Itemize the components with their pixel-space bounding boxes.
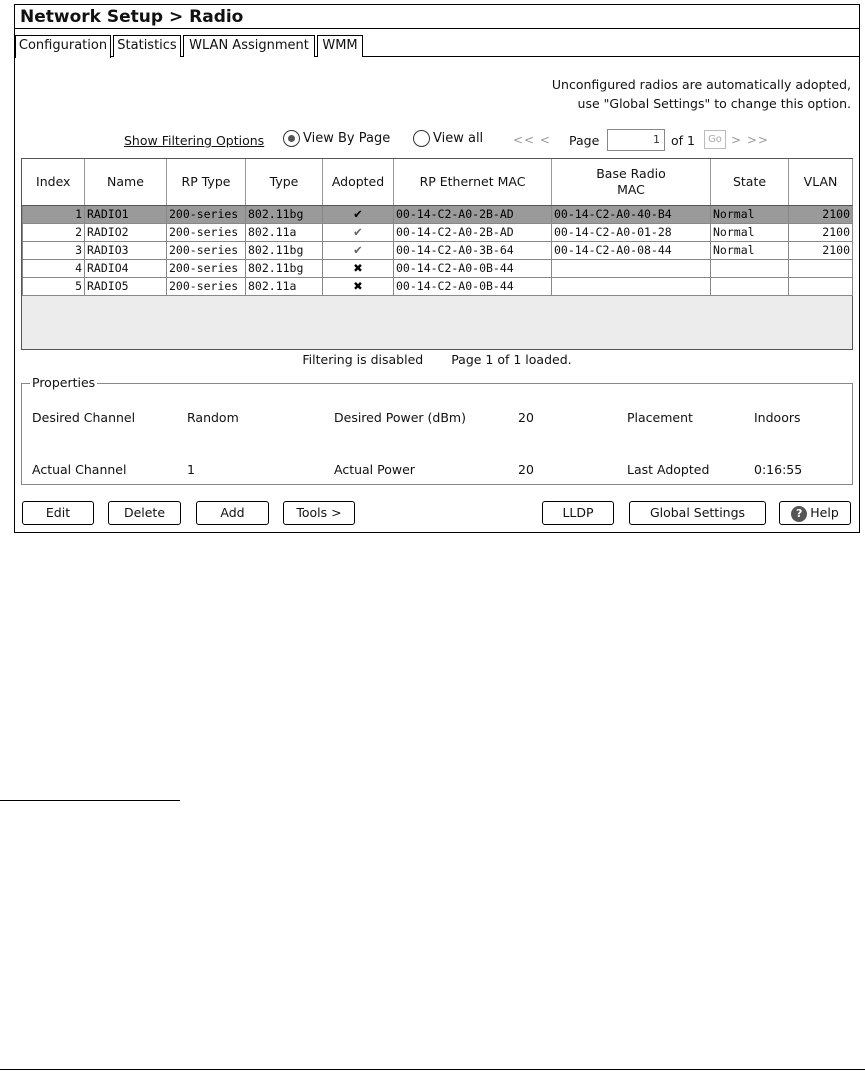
cell-vlan: 2100 [789, 241, 853, 259]
cell-rp-mac: 00-14-C2-A0-0B-44 [394, 277, 552, 295]
help-question-icon: ? [791, 506, 807, 522]
cell-state: Normal [711, 205, 789, 223]
prev-page-arrows[interactable]: << < [513, 133, 551, 147]
help-button[interactable] [779, 501, 851, 525]
column-header-name[interactable]: Name [85, 159, 167, 205]
tab-bar [15, 35, 859, 57]
cell-vlan [789, 259, 853, 277]
table-row[interactable] [23, 259, 853, 277]
help-button-label: Help [810, 505, 839, 520]
view-all-radio[interactable] [413, 130, 483, 147]
cell-state: Normal [711, 241, 789, 259]
properties-panel [21, 375, 853, 485]
cell-rp-type: 200-series [167, 259, 246, 277]
cell-base-mac [552, 259, 711, 277]
cell-state [711, 277, 789, 295]
cell-type: 802.11a [246, 277, 323, 295]
desired-channel-label: Desired Channel [32, 410, 136, 425]
table-row[interactable] [23, 277, 853, 295]
table-header-row [23, 159, 853, 205]
cell-name: RADIO3 [85, 241, 167, 259]
actual-power-value: 20 [518, 462, 534, 477]
placement-label: Placement [627, 410, 693, 425]
properties-legend: Properties [32, 375, 96, 390]
checkmark-icon: ✔ [323, 223, 394, 241]
cell-vlan: 2100 [789, 223, 853, 241]
cell-type: 802.11bg [246, 241, 323, 259]
edit-button[interactable]: Edit [22, 501, 94, 525]
cell-name: RADIO2 [85, 223, 167, 241]
table-row[interactable] [23, 241, 853, 259]
cell-name: RADIO1 [85, 205, 167, 223]
cell-vlan: 2100 [789, 205, 853, 223]
cell-rp-type: 200-series [167, 277, 246, 295]
cell-state: Normal [711, 223, 789, 241]
tab-wmm[interactable]: WMM [317, 35, 363, 57]
placement-value: Indoors [754, 410, 801, 425]
cell-index: 2 [23, 223, 85, 241]
cell-rp-mac: 00-14-C2-A0-2B-AD [394, 223, 552, 241]
column-header-state[interactable]: State [711, 159, 789, 205]
cell-rp-mac: 00-14-C2-A0-0B-44 [394, 259, 552, 277]
cell-type: 802.11bg [246, 205, 323, 223]
last-adopted-value: 0:16:55 [754, 462, 803, 477]
cell-base-mac: 00-14-C2-A0-01-28 [552, 223, 711, 241]
cell-index: 1 [23, 205, 85, 223]
cell-base-mac: 00-14-C2-A0-08-44 [552, 241, 711, 259]
notice-line-1: Unconfigured radios are automatically adopted, [551, 77, 851, 92]
tab-configuration[interactable]: Configuration [15, 35, 111, 58]
cross-icon: ✖ [323, 259, 394, 277]
cell-type: 802.11bg [246, 259, 323, 277]
filter-bar [21, 125, 853, 157]
column-header-rp-type[interactable]: RP Type [167, 159, 246, 205]
lldp-button[interactable]: LLDP [542, 501, 614, 525]
adoption-notice [552, 75, 851, 113]
notice-line-2: use "Global Settings" to change this option. [577, 96, 851, 111]
radio-table [21, 158, 853, 350]
actual-channel-value: 1 [187, 462, 195, 477]
cell-base-mac [552, 277, 711, 295]
cell-rp-type: 200-series [167, 223, 246, 241]
show-filtering-options-link[interactable]: Show Filtering Options [124, 133, 265, 148]
radio-selected-icon [283, 130, 300, 147]
delete-button[interactable]: Delete [108, 501, 181, 525]
cross-icon: ✖ [323, 277, 394, 295]
table-row[interactable] [23, 205, 853, 223]
column-header-rp-ethernet-mac[interactable]: RP Ethernet MAC [394, 159, 552, 205]
cell-rp-type: 200-series [167, 241, 246, 259]
radio-unselected-icon [413, 130, 430, 147]
checkmark-icon: ✔ [323, 241, 394, 259]
cell-state [711, 259, 789, 277]
cell-vlan [789, 277, 853, 295]
cell-type: 802.11a [246, 223, 323, 241]
tools-button[interactable]: Tools > [283, 501, 355, 525]
desired-power-value: 20 [518, 410, 534, 425]
column-header-vlan[interactable]: VLAN [789, 159, 853, 205]
table-status [21, 350, 853, 370]
checkmark-icon: ✔ [323, 205, 394, 223]
cell-index: 3 [23, 241, 85, 259]
radio-config-window [14, 4, 860, 533]
table-row[interactable] [23, 223, 853, 241]
add-button[interactable]: Add [196, 501, 269, 525]
go-button[interactable]: Go [704, 130, 726, 149]
cell-rp-mac: 00-14-C2-A0-2B-AD [394, 205, 552, 223]
cell-index: 5 [23, 277, 85, 295]
page-count-label: of 1 [671, 133, 695, 148]
page-number-input[interactable]: 1 [607, 129, 665, 151]
cell-rp-type: 200-series [167, 205, 246, 223]
cell-name: RADIO5 [85, 277, 167, 295]
view-by-page-radio[interactable] [283, 130, 390, 147]
page-loaded-status: Page 1 of 1 loaded. [451, 352, 572, 367]
desired-power-label: Desired Power (dBm) [334, 410, 466, 425]
cell-name: RADIO4 [85, 259, 167, 277]
actual-power-label: Actual Power [334, 462, 415, 477]
cell-base-mac: 00-14-C2-A0-40-B4 [552, 205, 711, 223]
cell-index: 4 [23, 259, 85, 277]
view-all-label: View all [433, 131, 484, 146]
actual-channel-label: Actual Channel [32, 462, 127, 477]
desired-channel-value: Random [187, 410, 239, 425]
window-title: Network Setup > Radio [15, 5, 859, 29]
tab-wlan-assignment[interactable]: WLAN Assignment [183, 35, 315, 57]
separator-rule [0, 800, 180, 801]
next-page-arrows[interactable]: > >> [731, 133, 769, 147]
tab-statistics[interactable]: Statistics [113, 35, 181, 57]
column-header-adopted[interactable]: Adopted [323, 159, 394, 205]
page-label: Page [569, 133, 600, 148]
view-by-page-label: View By Page [303, 131, 391, 146]
column-header-index[interactable]: Index [23, 159, 85, 205]
filtering-status: Filtering is disabled [302, 352, 424, 367]
cell-rp-mac: 00-14-C2-A0-3B-64 [394, 241, 552, 259]
global-settings-button[interactable]: Global Settings [629, 501, 766, 525]
column-header-type[interactable]: Type [246, 159, 323, 205]
footer-rule [0, 1069, 865, 1070]
column-header-base-radio-mac[interactable]: Base Radio MAC [552, 159, 711, 205]
last-adopted-label: Last Adopted [627, 462, 710, 477]
